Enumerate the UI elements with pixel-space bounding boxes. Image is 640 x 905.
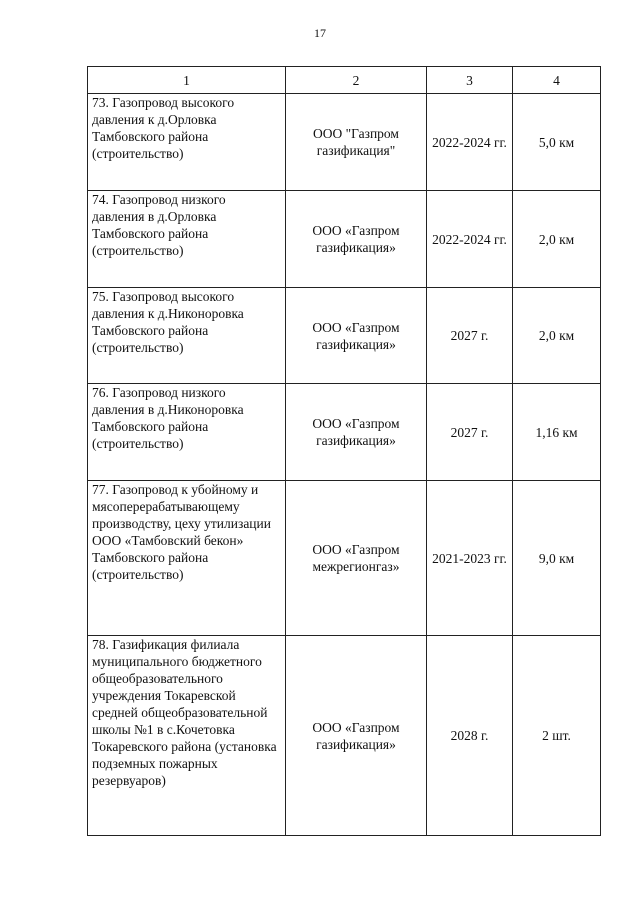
object-name-cell: 78. Газификация филиала муниципального бюджетного общеобразовательного учреждения Токаревской средней общеобразовательной школы №1 в с.Кочетовка Токаревского района (установка подземных пожарных резервуаров) bbox=[88, 636, 286, 836]
page-number: 17 bbox=[314, 26, 326, 40]
organization-cell: ООО "Газпром газификация" bbox=[286, 94, 427, 191]
value-cell: 2 шт. bbox=[513, 636, 601, 836]
organization-cell: ООО «Газпром газификация» bbox=[286, 384, 427, 481]
table-row bbox=[88, 636, 601, 836]
object-name-cell: 77. Газопровод к убойному и мясоперерабатывающему производству, цеху утилизации ООО «Тамбовский бекон» Тамбовского района (строительство) bbox=[88, 481, 286, 636]
table-row bbox=[88, 288, 601, 384]
organization-cell: ООО «Газпром газификация» bbox=[286, 288, 427, 384]
period-cell: 2028 г. bbox=[427, 636, 513, 836]
period-cell: 2027 г. bbox=[427, 384, 513, 481]
value-cell: 9,0 км bbox=[513, 481, 601, 636]
table-row bbox=[88, 94, 601, 191]
value-cell: 2,0 км bbox=[513, 191, 601, 288]
organization-cell: ООО «Газпром газификация» bbox=[286, 191, 427, 288]
object-name-cell: 75. Газопровод высокого давления к д.Никоноровка Тамбовского района (строительство) bbox=[88, 288, 286, 384]
object-name-cell: 74. Газопровод низкого давления в д.Орловка Тамбовского района (строительство) bbox=[88, 191, 286, 288]
table-header-row bbox=[88, 67, 601, 94]
table-row bbox=[88, 191, 601, 288]
object-name-cell: 73. Газопровод высокого давления к д.Орловка Тамбовского района (строительство) bbox=[88, 94, 286, 191]
table-row bbox=[88, 384, 601, 481]
table-row bbox=[88, 481, 601, 636]
organization-cell: ООО «Газпром газификация» bbox=[286, 636, 427, 836]
column-header: 4 bbox=[513, 67, 601, 94]
document-table bbox=[87, 66, 601, 836]
value-cell: 1,16 км bbox=[513, 384, 601, 481]
value-cell: 2,0 км bbox=[513, 288, 601, 384]
period-cell: 2027 г. bbox=[427, 288, 513, 384]
period-cell: 2021-2023 гг. bbox=[427, 481, 513, 636]
organization-cell: ООО «Газпром межрегионгаз» bbox=[286, 481, 427, 636]
column-header: 1 bbox=[88, 67, 286, 94]
value-cell: 5,0 км bbox=[513, 94, 601, 191]
period-cell: 2022-2024 гг. bbox=[427, 191, 513, 288]
column-header: 2 bbox=[286, 67, 427, 94]
period-cell: 2022-2024 гг. bbox=[427, 94, 513, 191]
column-header: 3 bbox=[427, 67, 513, 94]
object-name-cell: 76. Газопровод низкого давления в д.Никоноровка Тамбовского района (строительство) bbox=[88, 384, 286, 481]
